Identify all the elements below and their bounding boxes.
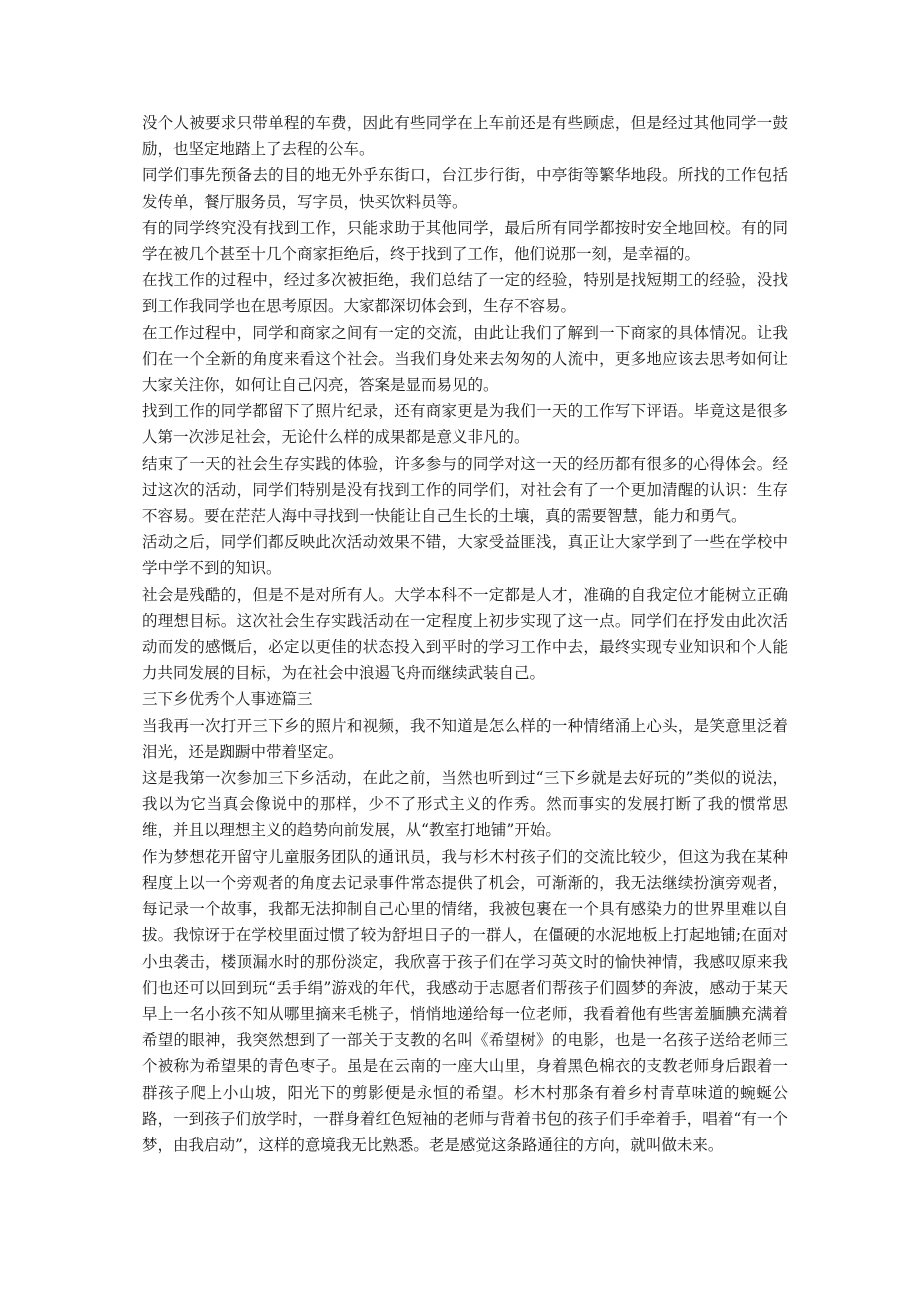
document-body [142, 110, 788, 1158]
paragraph-3: 有的同学终究没有找到工作，只能求助于其他同学，最后所有同学都按时安全地回校。有的同学在被几个甚至十几个商家拒绝后，终于找到了工作，他们说那一刻，是幸福的。 [142, 218, 788, 264]
paragraph-4: 在找工作的过程中，经过多次被拒绝，我们总结了一定的经验，特别是找短期工的经验，没找到工作我同学也在思考原因。大家都深切体会到，生存不容易。 [142, 271, 788, 316]
paragraph-1: 没个人被要求只带单程的车费，因此有些同学在上车前还是有些顾虑，但是经过其他同学一鼓励，也坚定地踏上了去程的公车。 [142, 114, 788, 159]
paragraph-9: 社会是残酷的，但是不是对所有人。大学本科不一定都是人才，准确的自我定位才能树立正确的理想目标。这次社会生存实践活动在一定程度上初步实现了这一点。同学们在抒发由此次活动而发的感慨后，必定以更佳的状态投入到平时的学习工作中去，最终实现专业知识和个人能力共同发展的目标，为在社会中浪遏飞舟而继续武装自己。 [142, 585, 788, 683]
section-paragraph-3: 作为梦想花开留守儿童服务团队的通讯员，我与杉木村孩子们的交流比较少，但这为我在某种程度上以一个旁观者的角度去记录事件常态提供了机会，可渐渐的，我无法继续扮演旁观者，每记录一个故事，我都无法抑制自己心里的情绪，我被包裹在一个具有感染力的世界里难以自拔。我惊讶于在学校里面过惯了较为舒坦日子的一群人，在僵硬的水泥地板上打起地铺;在面对小虫袭击，楼顶漏水时的那份淡定，我欣喜于孩子们在学习英文时的愉快神情，我感叹原来我们也还可以回到玩“丢手绢”游戏的年代，我感动于志愿者们帮孩子们圆梦的奔波，感动于某天早上一名小孩不知从哪里摘来毛桃子，悄悄地递给每一位老师，我看着他有些害羞腼腆充满着希望的眼神，我突然想到了一部关于支教的名叫《希望树》的电影，也是一名孩子送给老师三个被称为希望果的青色枣子。虽是在云南的一座大山里，身着黑色棉衣的支教老师身后跟着一群孩子爬上小山坡，阳光下的剪影便是永恒的希望。杉木村那条有着乡村青草味道的蜿蜒公路，一到孩子们放学时，一群身着红色短袖的老师与背着书包的孩子们手牵着手，唱着“有一个梦，由我启动”，这样的意境我无比熟悉。老是感觉这条路通往的方向，就叫做未来。 [142, 847, 788, 1154]
paragraph-8: 活动之后，同学们都反映此次活动效果不错，大家受益匪浅，真正让大家学到了一些在学校中学中学不到的知识。 [142, 533, 788, 578]
paragraph-6: 找到工作的同学都留下了照片纪录，还有商家更是为我们一天的工作写下评语。毕竟这是很多人第一次涉足社会，无论什么样的成果都是意义非凡的。 [142, 402, 788, 447]
paragraph-7: 结束了一天的社会生存实践的体验，许多参与的同学对这一天的经历都有很多的心得体会。经过这次的活动，同学们特别是没有找到工作的同学们，对社会有了一个更加清醒的认识：生存不容易。要在茫茫人海中寻找到一快能让自己生长的土壤，真的需要智慧，能力和勇气。 [142, 454, 788, 526]
paragraph-2: 同学们事先预备去的目的地无外乎东街口，台江步行街，中亭街等繁华地段。所找的工作包括发传单，餐厅服务员，写字员，快买饮料员等。 [142, 166, 788, 211]
paragraph-5: 在工作过程中，同学和商家之间有一定的交流，由此让我们了解到一下商家的具体情况。让我们在一个全新的角度来看这个社会。当我们身处来去匆匆的人流中，更多地应该去思考如何让大家关注你，如何让自己闪亮，答案是显而易见的。 [142, 323, 788, 395]
section-paragraph-2: 这是我第一次参加三下乡活动，在此之前，当然也听到过“三下乡就是去好玩的”类似的说法，我以为它当真会像说中的那样，少不了形式主义的作秀。然而事实的发展打断了我的惯常思维，并且以理想主义的趋势向前发展，从“教室打地铺”开始。 [142, 769, 788, 840]
section-title: 三下乡优秀个人事迹篇三 [142, 690, 313, 709]
section-paragraph-1: 当我再一次打开三下乡的照片和视频，我不知道是怎么样的一种情绪涌上心头，是笑意里泛着泪光，还是踟蹰中带着坚定。 [142, 716, 788, 761]
